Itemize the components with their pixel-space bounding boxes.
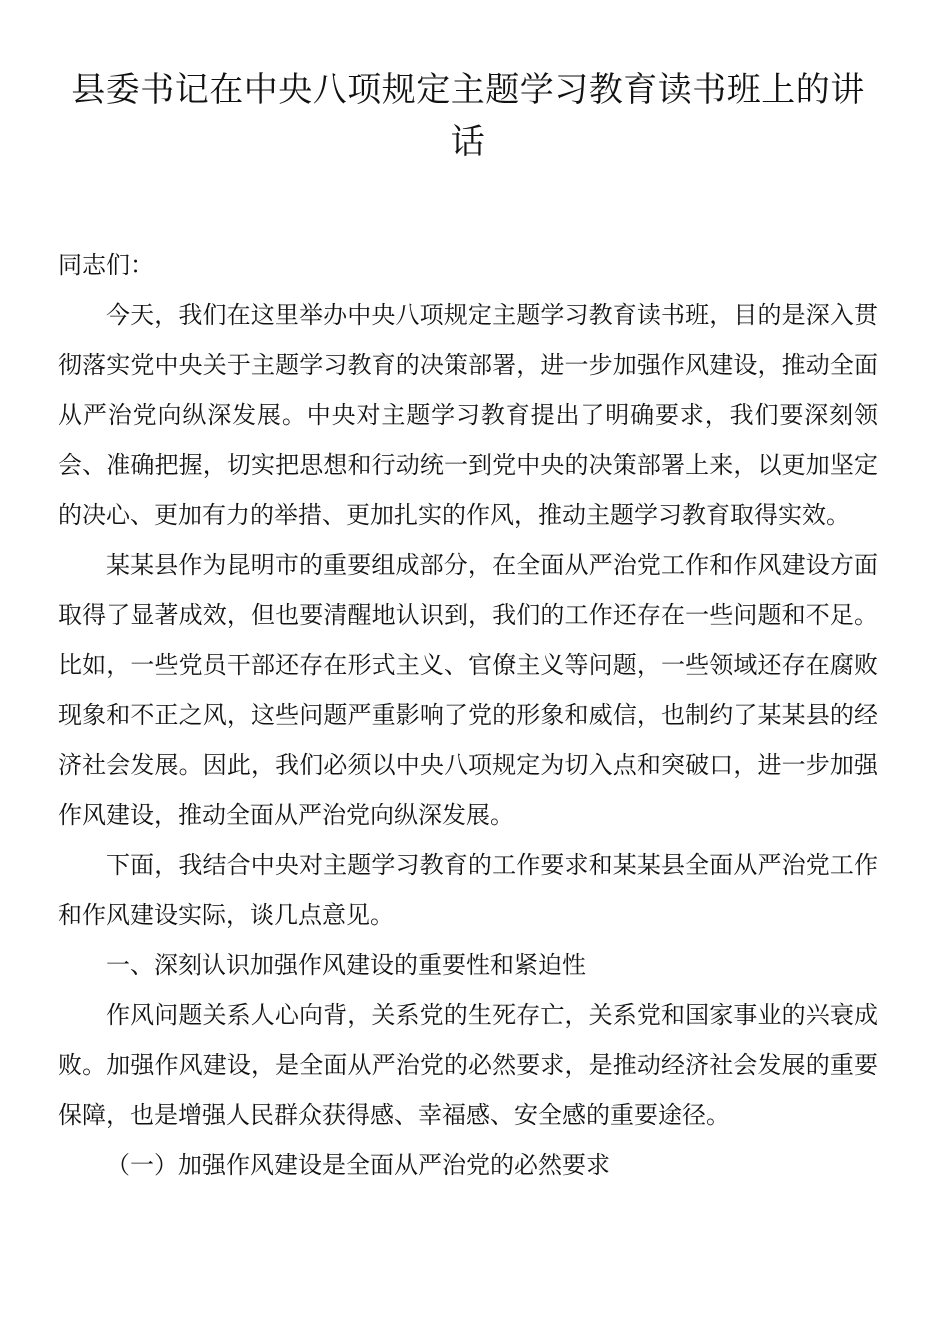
subsection-heading-1: （一）加强作风建设是全面从严治党的必然要求 [106, 1151, 610, 1179]
salutation: 同志们： [58, 251, 154, 279]
paragraph-importance: 作风问题关系人心向背，关系党的生死存亡，关系党和国家事业的兴衰成败。加强作风建设，是全面从严治党的必然要求，是推动经济社会发展的重要保障，也是增强人民群众获得感、幸福感、安全感的重要途径。 [58, 1001, 878, 1129]
paragraph-opening: 今天，我们在这里举办中央八项规定主题学习教育读书班，目的是深入贯彻落实党中央关于主题学习教育的决策部署，进一步加强作风建设，推动全面从严治党向纵深发展。中央对主题学习教育提出了明确要求，我们要深刻领会、准确把握，切实把思想和行动统一到党中央的决策部署上来，以更加坚定的决心、更加有力的举措、更加扎实的作风，推动主题学习教育取得实效。 [58, 301, 878, 529]
paragraph-outline: 下面，我结合中央对主题学习教育的工作要求和某某县全面从严治党工作和作风建设实际，谈几点意见。 [58, 851, 878, 929]
paragraph-problems: 某某县作为昆明市的重要组成部分，在全面从严治党工作和作风建设方面取得了显著成效，但也要清醒地认识到，我们的工作还存在一些问题和不足。比如，一些党员干部还存在形式主义、官僚主义等问题，一些领域还存在腐败现象和不正之风，这些问题严重影响了党的形象和威信，也制约了某某县的经济社会发展。因此，我们必须以中央八项规定为切入点和突破口，进一步加强作风建设，推动全面从严治党向纵深发展。 [58, 551, 878, 829]
document-page [58, 64, 878, 1190]
document-title: 县委书记在中央八项规定主题学习教育读书班上的讲话 [71, 70, 865, 162]
section-heading-1: 一、深刻认识加强作风建设的重要性和紧迫性 [106, 951, 586, 979]
